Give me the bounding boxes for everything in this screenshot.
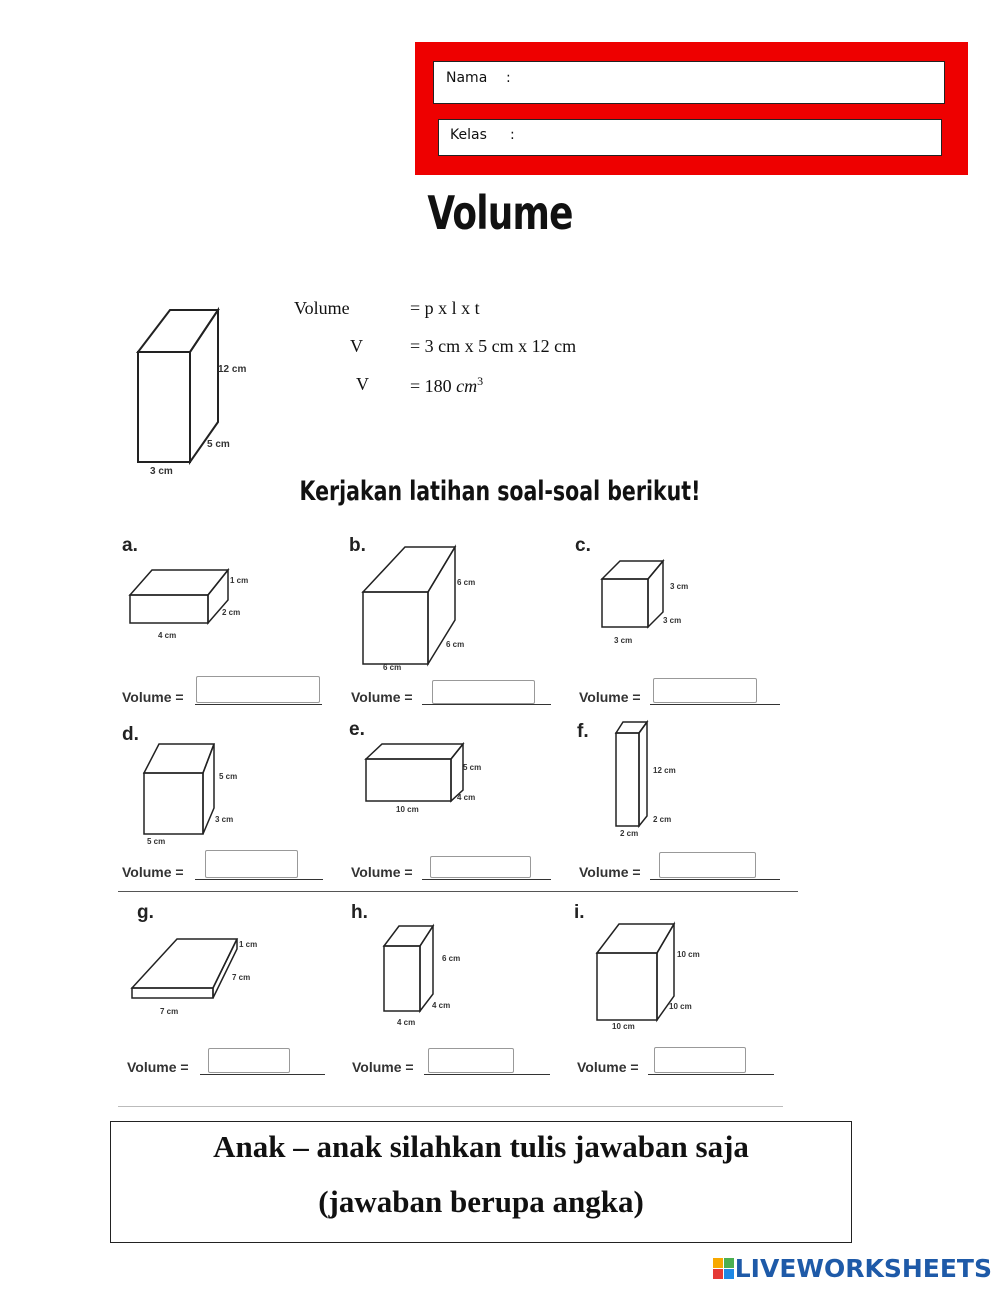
problem-g-dim-height: 1 cm [239, 940, 258, 949]
problem-b-letter: b. [349, 535, 366, 556]
problem-b-answer-input[interactable] [432, 680, 535, 704]
student-info-panel [415, 42, 968, 175]
problem-h-dim-depth: 4 cm [432, 1001, 451, 1010]
problem-i-answer-input[interactable] [654, 1047, 746, 1073]
formula-line-2-right: = 3 cm x 5 cm x 12 cm [410, 336, 577, 356]
problem-a-underline [195, 704, 322, 705]
problem-f-underline [650, 879, 780, 880]
problem-i-underline [648, 1074, 774, 1075]
example-height-label: 12 cm [218, 364, 247, 375]
problem-c-dim-height: 3 cm [670, 582, 689, 591]
problem-e-underline [422, 879, 551, 880]
example-width-label: 3 cm [150, 466, 173, 477]
problem-c-letter: c. [575, 535, 591, 556]
problem-b-volume-label: Volume = [351, 689, 413, 705]
problem-a-letter: a. [122, 535, 138, 556]
note-line-1: Anak – anak silahkan tulis jawaban saja [213, 1129, 749, 1164]
logo-icon [713, 1258, 735, 1280]
problem-b-dim-length: 6 cm [383, 663, 402, 672]
problem-f-dim-length: 2 cm [620, 829, 639, 838]
problem-d-cuboid [135, 738, 255, 848]
problem-a-volume-label: Volume = [122, 689, 184, 705]
problem-f-dim-height: 12 cm [653, 766, 676, 775]
problem-g-dim-depth: 7 cm [232, 973, 251, 982]
problem-d-dim-height: 5 cm [219, 772, 238, 781]
problem-f-dim-depth: 2 cm [653, 815, 672, 824]
row-divider-1 [118, 891, 798, 892]
problem-h-answer-input[interactable] [428, 1048, 514, 1073]
problem-a-dim-depth: 2 cm [222, 608, 241, 617]
problem-e-cuboid [360, 740, 490, 820]
problem-i-letter: i. [574, 902, 585, 923]
formula-result-value: = 180 [410, 376, 457, 396]
note-line-2: (jawaban berupa angka) [318, 1184, 644, 1219]
example-depth-label: 5 cm [207, 439, 230, 450]
problem-a-dim-height: 1 cm [230, 576, 249, 585]
problem-c-underline [650, 704, 780, 705]
problem-f-letter: f. [577, 721, 589, 742]
problem-d-dim-length: 5 cm [147, 837, 166, 846]
example-top-face [138, 310, 218, 352]
problem-g-underline [200, 1074, 325, 1075]
problem-g-answer-input[interactable] [208, 1048, 290, 1073]
formula-exponent: 3 [477, 374, 484, 388]
formula-line-2-left: V [350, 336, 363, 356]
class-colon: : [510, 127, 515, 143]
name-colon: : [506, 70, 511, 86]
problem-c-cuboid [590, 555, 700, 650]
problem-h-volume-label: Volume = [352, 1059, 414, 1075]
problem-h-letter: h. [351, 902, 368, 923]
problem-f-answer-input[interactable] [659, 852, 756, 878]
instruction-note-box [110, 1121, 852, 1243]
example-cuboid-figure [125, 300, 265, 480]
class-field[interactable] [438, 119, 942, 156]
problem-e-letter: e. [349, 719, 365, 740]
problem-a-dim-length: 4 cm [158, 631, 177, 640]
problem-f-cuboid [610, 718, 690, 843]
problem-h-underline [424, 1074, 550, 1075]
problem-f-volume-label: Volume = [579, 864, 641, 880]
formula-line-1-left: Volume [294, 298, 350, 318]
row-divider-2 [118, 1106, 783, 1107]
problem-c-dim-depth: 3 cm [663, 616, 682, 625]
problem-e-dim-length: 10 cm [396, 805, 419, 814]
problem-a-answer-input[interactable] [196, 676, 320, 703]
problem-d-volume-label: Volume = [122, 864, 184, 880]
problem-g-dim-length: 7 cm [160, 1007, 179, 1016]
problem-e-volume-label: Volume = [351, 864, 413, 880]
problem-e-dim-depth: 4 cm [457, 793, 476, 802]
formula-line-3-right [410, 374, 483, 397]
problem-d-answer-input[interactable] [205, 850, 298, 878]
page-title: Volume [427, 186, 573, 240]
problem-e-dim-height: 5 cm [463, 763, 482, 772]
formula-line-1-right: = p x l x t [410, 298, 480, 318]
name-label: Nama [446, 70, 488, 86]
problem-g-letter: g. [137, 902, 154, 923]
instruction-heading: Kerjakan latihan soal-soal berikut! [299, 476, 701, 507]
problem-i-cuboid [590, 918, 720, 1036]
problem-d-underline [195, 879, 323, 880]
problem-i-dim-length: 10 cm [612, 1022, 635, 1031]
problem-a-cuboid [120, 560, 260, 645]
name-field[interactable] [433, 61, 945, 104]
problem-c-volume-label: Volume = [579, 689, 641, 705]
problem-i-dim-height: 10 cm [677, 950, 700, 959]
problem-i-volume-label: Volume = [577, 1059, 639, 1075]
class-label: Kelas [450, 127, 487, 143]
problem-c-answer-input[interactable] [653, 678, 757, 703]
problem-d-dim-depth: 3 cm [215, 815, 234, 824]
logo-text: LIVEWORKSHEETS [734, 1254, 992, 1283]
problem-c-dim-length: 3 cm [614, 636, 633, 645]
problem-g-cuboid [125, 930, 270, 1022]
problem-b-cuboid [350, 543, 490, 673]
problem-h-dim-height: 6 cm [442, 954, 461, 963]
formula-line-3-left: V [356, 374, 369, 394]
problem-h-cuboid [375, 922, 475, 1032]
problem-h-dim-length: 4 cm [397, 1018, 416, 1027]
problem-g-volume-label: Volume = [127, 1059, 189, 1075]
problem-e-answer-input[interactable] [430, 856, 531, 878]
problem-i-dim-depth: 10 cm [669, 1002, 692, 1011]
problem-d-letter: d. [122, 724, 139, 745]
problem-b-underline [422, 704, 551, 705]
example-front-face [138, 352, 190, 462]
problem-b-dim-height: 6 cm [457, 578, 476, 587]
problem-b-dim-depth: 6 cm [446, 640, 465, 649]
liveworksheets-logo [713, 1254, 992, 1283]
formula-unit: cm [456, 376, 478, 396]
